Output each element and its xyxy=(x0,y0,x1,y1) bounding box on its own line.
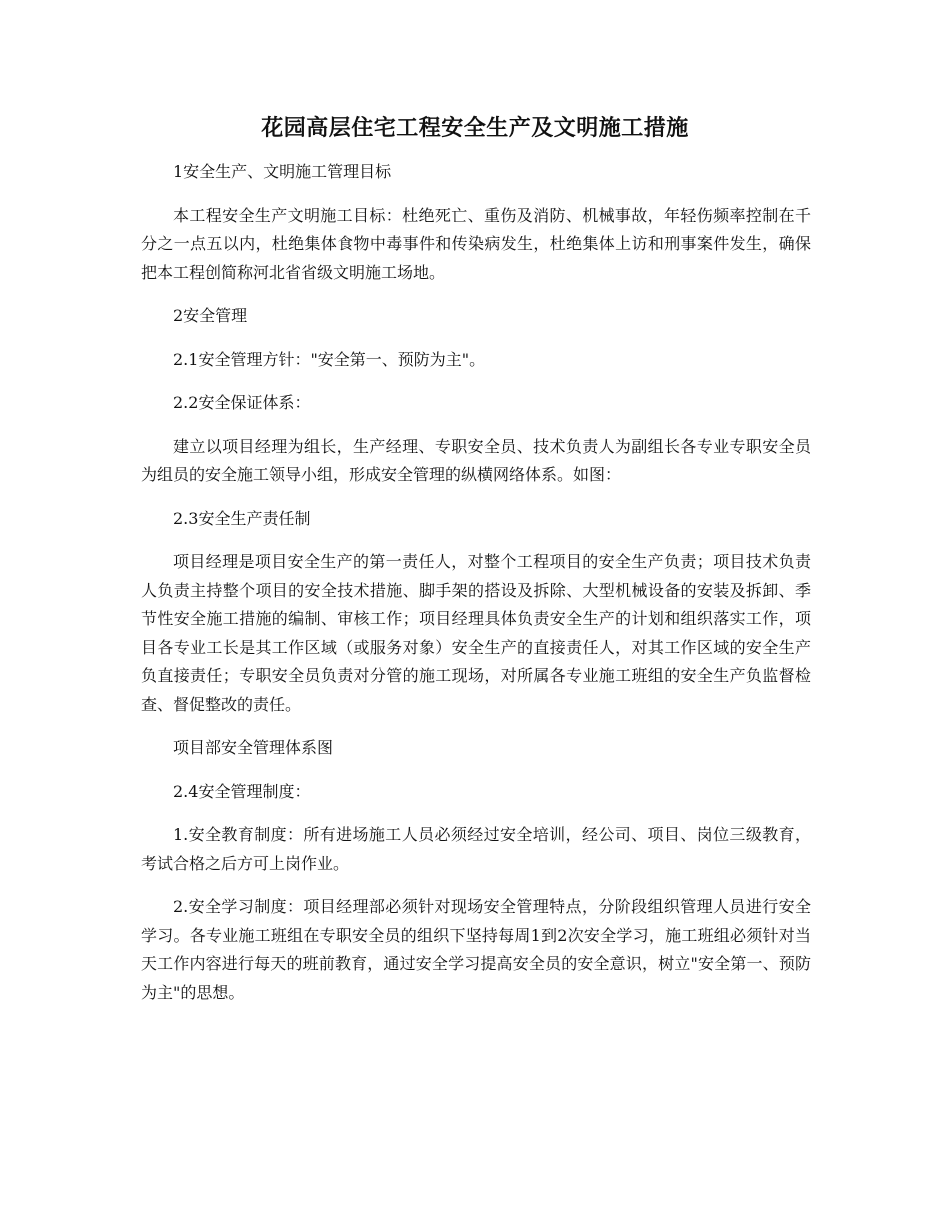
paragraph-study-policy: 2.安全学习制度：项目经理部必须针对现场安全管理特点，分阶段组织管理人员进行安全学习。各专业施工班组在专职安全员的组织下坚持每周1到2次安全学习，施工班组必须针对当天工作内容进行每天的班前教育，通过安全学习提高安全员的安全意识，树立"安全第一、预防为主"的思想。 xyxy=(141,897,811,1002)
paragraph-section-2-3: 2.3安全生产责任制 xyxy=(173,508,311,528)
paragraph-responsibility: 项目经理是项目安全生产的第一责任人，对整个工程项目的安全生产负责；项目技术负责人负责主持整个项目的安全技术措施、脚手架的搭设及拆除、大型机械设备的安装及拆卸、季节性安全施工措施的编制、审核工作；项目经理具体负责安全生产的计划和组织落实工作，项目各专业工长是其工作区域（或服务对象）安全生产的直接责任人，对其工作区域的安全生产负直接责任；专职安全员负责对分管的施工现场，对所属各专业施工班组的安全生产负监督检查、督促整改的责任。 xyxy=(141,552,811,714)
paragraph-safety-team: 建立以项目经理为组长，生产经理、专职安全员、技术负责人为副组长各专业专职安全员为组员的安全施工领导小组，形成安全管理的纵横网络体系。如图： xyxy=(141,436,811,484)
paragraph-section-2-2: 2.2安全保证体系： xyxy=(173,393,311,412)
paragraph-education-policy: 1.安全教育制度：所有进场施工人员必须经过安全培训，经公司、项目、岗位三级教育，考试合格之后方可上岗作业。 xyxy=(141,825,811,873)
paragraph-section-2-1: 2.1安全管理方针："安全第一、预防为主"。 xyxy=(173,349,486,369)
paragraph-section-2-heading: 2安全管理 xyxy=(173,306,248,325)
paragraph-section-2-4: 2.4安全管理制度： xyxy=(173,781,311,801)
paragraph-section-1-heading: 1安全生产、文明施工管理目标 xyxy=(173,162,392,181)
document-title: 花园高层住宅工程安全生产及文明施工措施 xyxy=(261,115,689,141)
paragraph-diagram-caption: 项目部安全管理体系图 xyxy=(173,738,334,757)
document-body xyxy=(141,158,811,1022)
paragraph-safety-goals: 本工程安全生产文明施工目标：杜绝死亡、重伤及消防、机械事故，年轻伤频率控制在千分之一点五以内，杜绝集体食物中毒事件和传染病发生，杜绝集体上访和刑事案件发生，确保把本工程创简称河北省省级文明施工场地。 xyxy=(141,205,811,282)
